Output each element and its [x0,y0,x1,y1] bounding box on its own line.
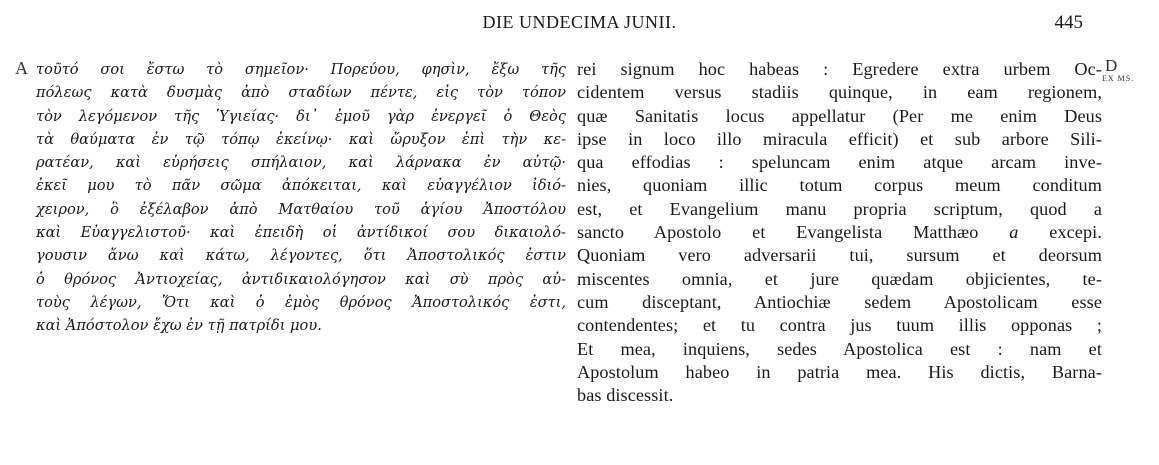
greek-line: πόλεως κατὰ δυσμὰς ἀπὸ σταδίων πέντε, εἰς τὸν τόπον [36,84,566,102]
latin-line-text: sancto Apostolo et Evangelista Matthæo [577,222,979,243]
greek-line: τοῦτό σοι ἔστω τὸ σημεῖον· Πορεύου, φησὶν, ἔξω τῆς [36,61,566,78]
latin-line: rei signum hoc habeas : Egredere extra urbem Oc- [577,59,1102,79]
margin-note-ex-ms: EX MS. [1102,74,1135,83]
latin-line-end: excepi. [1049,222,1102,243]
latin-line: cidentem versus stadiis quinque, in eam regionem, [577,82,1102,103]
latin-line-with-note [577,221,1102,244]
page-number: 445 [1054,12,1083,33]
greek-text-column [36,58,566,338]
latin-line: contendentes; et tu contra jus tuum illis opponas ; [577,315,1102,336]
latin-line: Apostolum habeo in patria mea. His dictis, Barna- [577,361,1102,382]
footnote-marker: a [1009,222,1019,243]
latin-text-column [577,58,1102,407]
margin-letter-d: D [1105,56,1118,75]
latin-line: cum disceptant, Antiochiæ sedem Apostolicam esse [577,291,1102,312]
latin-line: miscentes omnia, et jure quædam objicientes, te- [577,268,1102,289]
greek-line: τὰ θαύματα ἐν τῷ τόπῳ ἐκείνῳ· καὶ ὤρυξον ἐπὶ τὴν κε- [36,130,566,148]
latin-line: est, et Evangelium manu propria scriptum, quod a [577,198,1102,219]
latin-line: quæ Sanitatis locus appellatur (Per me enim Deus [577,105,1102,126]
greek-line: χειρον, ὃ ἐξέλαβον ἀπὸ Ματθαίου τοῦ ἁγίου Ἀποστόλου [36,200,566,218]
greek-line: ἐκεῖ μου τὸ πᾶν σῶμα ἀπόκειται, καὶ εὐαγγέλιον ἰδιό- [36,177,566,195]
latin-line: Et mea, inquiens, sedes Apostolica est : nam et [577,338,1102,359]
greek-line: τοὺς λέγων, Ὅτι καὶ ὁ ἐμὸς θρόνος Ἀποστολικός ἐστι, [36,293,566,311]
running-head [0,10,1159,38]
greek-line: ρατέαν, καὶ εὑρήσεις σπήλαιον, καὶ λάρνακα ἐν αὐτῷ· [36,154,566,172]
margin-letter-a: A [15,58,28,78]
latin-line: qua effodias : speluncam enim atque arcam inve- [577,152,1102,173]
greek-line: καὶ Ἀπόστολον ἔχω ἐν τῇ πατρίδι μου. [36,317,322,335]
greek-line: ὁ θρόνος Ἀντιοχείας, ἀντιδικαιολόγησον καὶ σὺ πρὸς αὐ- [36,270,566,288]
latin-line: Quoniam vero adversarii tui, sursum et deorsum [577,245,1102,266]
latin-line: ipse in loco illo miracula efficit) et sub arbore Sili- [577,128,1102,149]
greek-line: τὸν λεγόμενον τῆς Ὑγιείας· δι᾽ ἐμοῦ γὰρ ἐνεργεῖ ὁ Θεὸς [36,107,566,125]
page-title: DIE UNDECIMA JUNII. [482,12,677,32]
latin-line: bas discessit. [577,385,674,406]
greek-line: γουσιν ἄνω καὶ κάτω, λέγοντες, ὅτι Ἀποστολικός ἐστιν [36,247,566,265]
latin-line: nies, quoniam illic totum corpus meum conditum [577,175,1102,196]
greek-line: καὶ Εὐαγγελιστοῦ· καὶ ἐπειδὴ οἱ ἀντίδικοί σου δικαιολό- [36,224,566,242]
